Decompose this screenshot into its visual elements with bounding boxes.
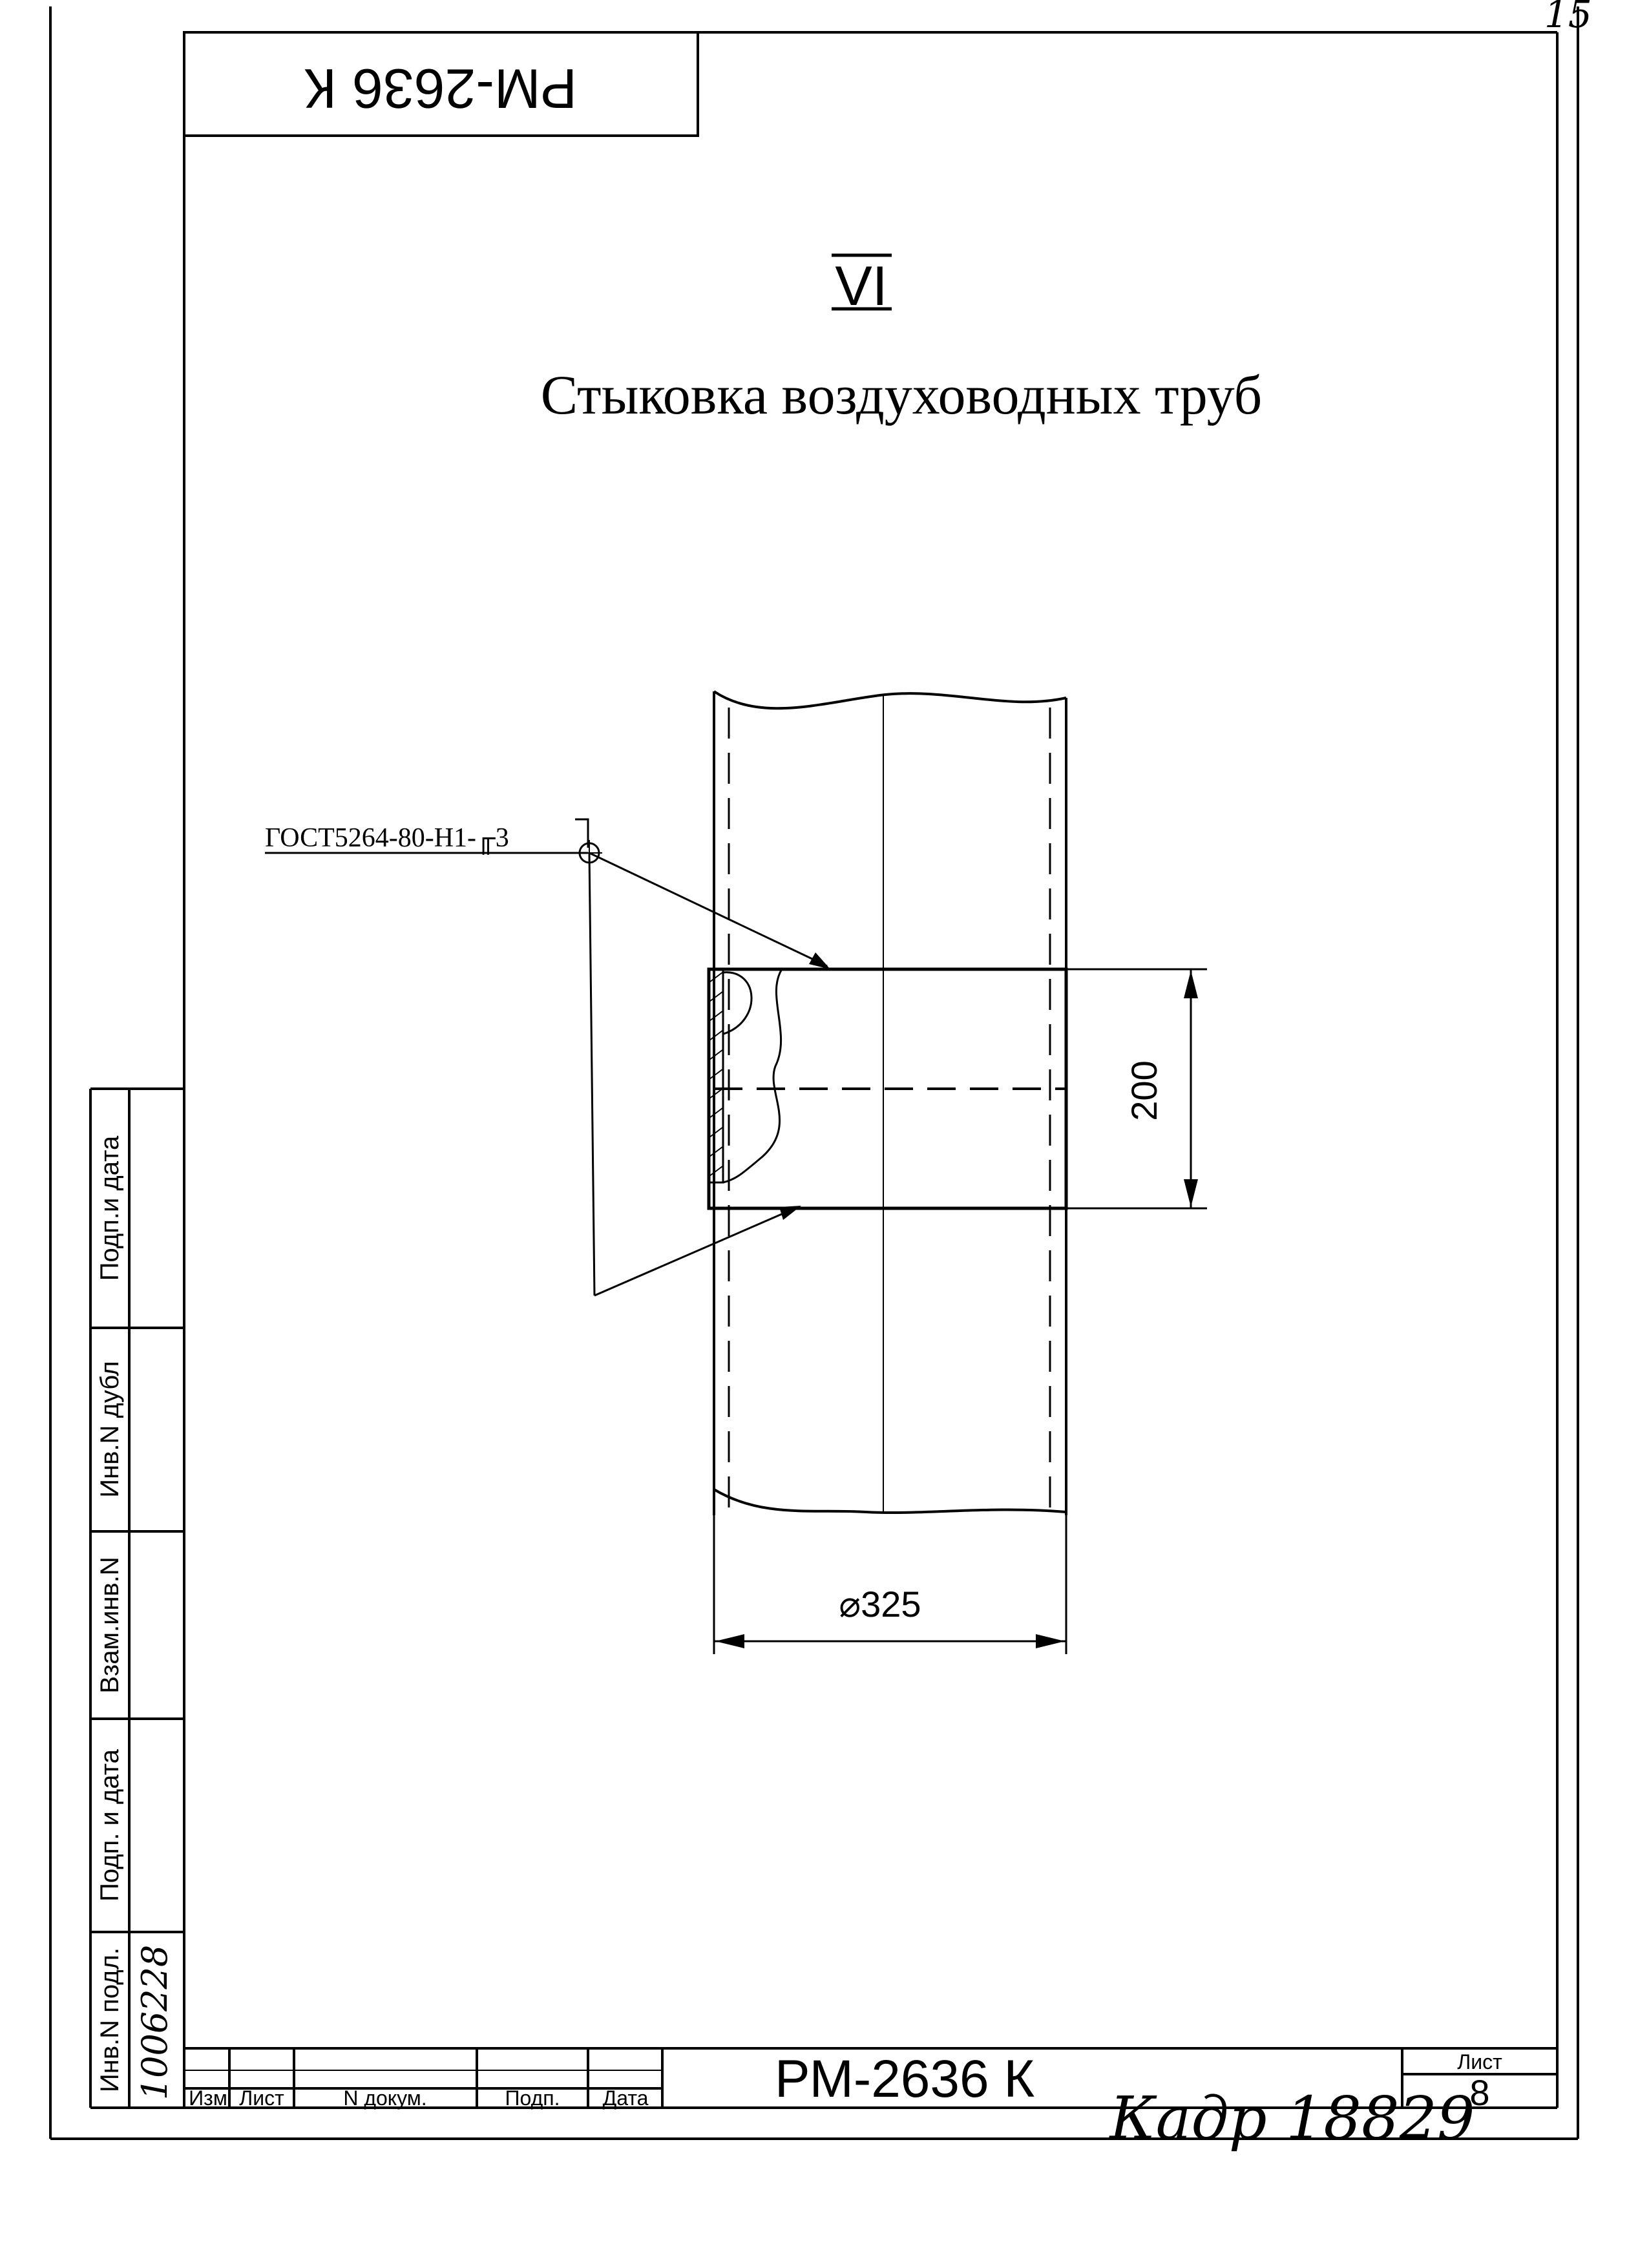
stamp-rotated-box [184,32,698,136]
corner-mark: 15 [1544,0,1592,36]
section-numeral-text: VI [835,255,888,317]
weld-callout-text: ГОСТ5264-80-Н1-╓3 [265,823,509,853]
side-stamp-sign-date-2: Подп. и дата [96,1749,124,1902]
dim-diameter-value: ⌀325 [839,1584,921,1624]
weld-callout [265,819,830,1296]
side-stamp-repl-inv: Взам.инв.N [96,1557,124,1694]
tb-header-date: Дата [602,2086,649,2110]
tb-sheet-number: 8 [1469,2072,1490,2113]
stamp-rotated-code: РМ-2636 К [304,57,577,120]
drawing-frame [90,32,1557,2108]
local-section-break [723,969,782,1182]
pipe [714,691,1066,1515]
dim-length-value: 200 [1124,1060,1164,1121]
tb-header-doc: N докум. [343,2086,427,2110]
tb-header-sign: Подп. [505,2086,560,2110]
leader-lower [594,1207,798,1296]
tb-doc-code: РМ-2636 К [774,2050,1035,2108]
local-section-outline [723,972,751,1034]
side-stamp-inv-number: 1006228 [134,1944,175,2101]
pipe-bottom-break [714,1489,1066,1513]
joint-sleeve [709,969,1066,1208]
side-stamp-sign-date-1: Подп.и дата [96,1135,124,1281]
side-stamp-dup-inv: Инв.N дубл [96,1361,124,1498]
drawing-title: Стыковка воздуховодных труб [540,364,1263,426]
leader-left [589,853,594,1296]
tb-header-sheet: Лист [239,2086,284,2110]
pipe-top-break [714,691,1066,708]
tb-sheet-label: Лист [1457,2050,1502,2074]
tb-handwritten-note: Кадр 18829 [1109,2084,1475,2153]
tb-header-change: Изм [189,2086,227,2110]
section-numeral [832,255,892,317]
side-stamp-orig-inv: Инв.N подл. [96,1947,124,2093]
leader-upper [589,853,827,966]
sheet-border [50,6,1578,2139]
